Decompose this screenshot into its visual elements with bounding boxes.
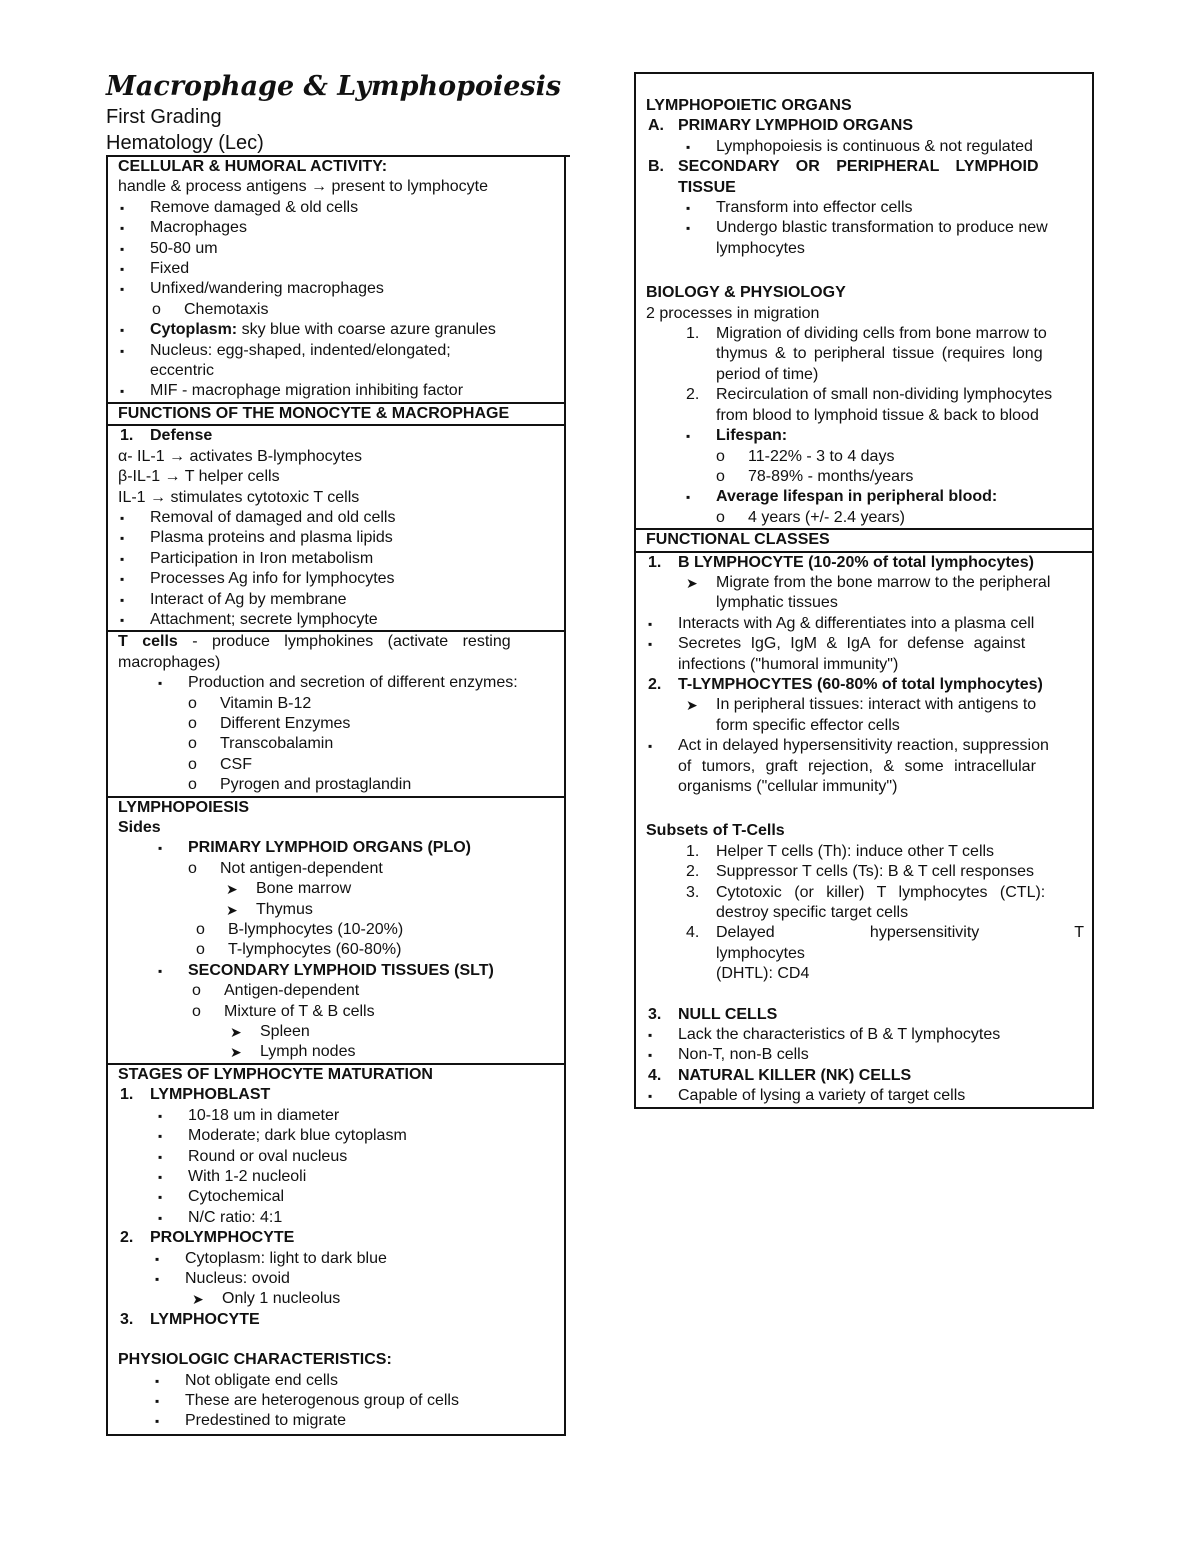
item-label: NATURAL KILLER (NK) CELLS (678, 1066, 912, 1084)
section-functional-classes-heading (636, 528, 1092, 550)
subtitle-grading: First Grading (106, 106, 222, 128)
list-item: ▪ Cytochemical (118, 1187, 556, 1207)
list-item: ▪ Nucleus: ovoid (118, 1269, 556, 1289)
item-text: Suppressor T cells (Ts): B & T cell responses (716, 863, 1035, 881)
list-item: ▪ Lack the characteristics of B & T lymphocytes (646, 1025, 1084, 1045)
list-item: ▪ Interacts with Ag & differentiates into a plasma cell (646, 614, 1084, 634)
sub-item: o B-lymphocytes (10-20%) (118, 920, 556, 940)
list-item: ▪ PRIMARY LYMPHOID ORGANS (PLO) (118, 838, 556, 858)
label-bold: Cytoplasm: (150, 321, 238, 339)
list-item-cont: infections ("humoral immunity") (678, 655, 899, 673)
item-text: Delayed hypersensitivity T lymphocytes (716, 924, 1084, 962)
list-item: ▪ Macrophages (118, 218, 556, 238)
list-item: ▪ Interact of Ag by membrane (118, 590, 556, 610)
list-item: ▪ SECONDARY LYMPHOID TISSUES (SLT) (118, 961, 556, 981)
list-item: ▪ Lifespan: (646, 426, 1084, 446)
item-number: 3. (686, 883, 700, 901)
section-heading: LYMPHOPOIESIS (118, 798, 249, 816)
list-item: ▪ N/C ratio: 4:1 (118, 1208, 556, 1228)
subheading: Subsets of T-Cells (646, 822, 785, 840)
section-defense (108, 424, 564, 630)
section-heading: BIOLOGY & PHYSIOLOGY (646, 284, 846, 302)
list-item: ▪ Removal of damaged and old cells (118, 508, 556, 528)
list-item: ▪ Moderate; dark blue cytoplasm (118, 1126, 556, 1146)
item-number: 4. (686, 924, 700, 942)
list-item: ▪ 10-18 um in diameter (118, 1106, 556, 1126)
sub-item: o 4 years (+/- 2.4 years) (646, 508, 1084, 528)
list-item: ▪ Attachment; secrete lymphocyte (118, 610, 556, 630)
item-number: 1. (120, 427, 134, 445)
label-bold: T cells (118, 633, 178, 651)
sub-item: o Pyrogen and prostaglandin (118, 775, 556, 795)
list-item-cont: organisms ("cellular immunity") (678, 778, 898, 795)
arrow-item-cont: form specific effector cells (716, 716, 900, 734)
sub-item: o T-lymphocytes (60-80%) (118, 940, 556, 960)
item-number: 1. (120, 1086, 134, 1104)
sub-item: o Vitamin B-12 (118, 694, 556, 714)
list-item: ▪ Plasma proteins and plasma lipids (118, 528, 556, 548)
list-item: ▪ Round or oval nucleus (118, 1147, 556, 1167)
list-item: ▪ 50-80 um (118, 239, 556, 259)
list-item: ▪ Participation in Iron metabolism (118, 549, 556, 569)
section-lymphopoiesis (108, 796, 564, 1063)
list-item: ▪ Not obligate end cells (118, 1371, 556, 1391)
list-item: ▪ Capable of lysing a variety of target cells (646, 1086, 1084, 1106)
sub-item: o Different Enzymes (118, 714, 556, 734)
item-text: Migration of dividing cells from bone marrow to (716, 325, 1047, 343)
list-item: ▪ Undergo blastic transformation to produce new (646, 218, 1084, 238)
item-text: (DHTL): CD4 (716, 965, 810, 983)
item-number: 3. (120, 1310, 134, 1328)
section-functional-classes (636, 551, 1092, 1107)
section-functions-heading (108, 402, 564, 424)
sub-item: o 11-22% - 3 to 4 days (646, 447, 1084, 467)
item-number: 2. (120, 1229, 134, 1247)
list-item: ▪ Remove damaged & old cells (118, 198, 556, 218)
list-item: ▪ Production and secretion of different enzymes: (118, 673, 556, 693)
section-t-cells (108, 630, 564, 795)
item-label: SECONDARY OR PERIPHERAL LYMPHOID (678, 158, 1039, 176)
item-label: PRIMARY LYMPHOID ORGANS (678, 117, 913, 135)
item-text: from blood to lymphoid tissue & back to blood (716, 406, 1039, 424)
left-column (106, 70, 566, 1436)
item-number: A. (648, 117, 664, 135)
item-label: LYMPHOCYTE (150, 1310, 260, 1328)
right-notes-box (634, 72, 1094, 1109)
list-item: ▪ Unfixed/wandering macrophages (118, 279, 556, 299)
sub-item: o 78-89% - months/years (646, 467, 1084, 487)
sub-item: o Chemotaxis (118, 300, 556, 320)
item-label: Defense (150, 427, 213, 445)
arrow-item: ➤ Lymph nodes (118, 1042, 556, 1062)
arrow-item: ➤ Only 1 nucleolus (118, 1289, 556, 1309)
item-text: Cytotoxic (or killer) T lymphocytes (CTL): (716, 883, 1046, 901)
section-heading: FUNCTIONAL CLASSES (646, 531, 830, 549)
section-stages (108, 1063, 564, 1434)
arrow-item: ➤ Spleen (118, 1022, 556, 1042)
item-label: LYMPHOBLAST (150, 1086, 271, 1104)
sub-item: o CSF (118, 755, 556, 775)
text-line: β-IL-1 → T helper cells (118, 468, 280, 486)
section-heading: FUNCTIONS OF THE MONOCYTE & MACROPHAGE (118, 404, 510, 422)
section-heading: STAGES OF LYMPHOCYTE MATURATION (118, 1065, 433, 1083)
sub-item: o Antigen-dependent (118, 981, 556, 1001)
list-item: ▪ Processes Ag info for lymphocytes (118, 569, 556, 589)
list-item: ▪ Nucleus: egg-shaped, indented/elongated; (118, 341, 556, 361)
item-text: Recirculation of small non-dividing lymphocytes (716, 386, 1053, 404)
text-line: α- IL-1 → activates B-lymphocytes (118, 447, 362, 465)
list-item: ▪ Act in delayed hypersensitivity reaction, suppression (646, 736, 1084, 756)
list-item-cont: eccentric (150, 362, 215, 380)
item-text: thymus & to peripheral tissue (requires long (716, 345, 1043, 363)
arrow-item: ➤ Bone marrow (118, 879, 556, 899)
page-title: Macrophage & Lymphopoiesis (106, 71, 562, 102)
item-number: 2. (686, 386, 700, 404)
subheading: Sides (118, 819, 161, 836)
item-text: - produce lymphokines (activate resting (177, 633, 511, 651)
item-text: destroy specific target cells (716, 904, 909, 922)
text-line: macrophages) (118, 653, 221, 671)
item-label: NULL CELLS (678, 1005, 778, 1023)
list-item: ▪ Fixed (118, 259, 556, 279)
item-number: 2. (686, 863, 700, 881)
item-label: PROLYMPHOCYTE (150, 1229, 295, 1247)
subtitle-subject: Hematology (Lec) (106, 131, 570, 157)
list-item: ▪ Secretes IgG, IgM & IgA for defense against (646, 634, 1084, 654)
intro-line: handle & process antigens → present to lymphocyte (118, 178, 488, 196)
sub-item: o Mixture of T & B cells (118, 1002, 556, 1022)
list-item-cont: lymphocytes (716, 239, 805, 257)
item-label: B LYMPHOCYTE (10-20% of total lymphocytes) (678, 553, 1034, 571)
item-number: 2. (648, 675, 662, 693)
left-notes-box (106, 157, 566, 1436)
subheading: PHYSIOLOGIC CHARACTERISTICS: (118, 1351, 392, 1369)
sub-item: o Not antigen-dependent (118, 859, 556, 879)
item-label-cont: TISSUE (678, 178, 736, 196)
arrow-item: ➤ Migrate from the bone marrow to the peripheral (646, 573, 1084, 593)
list-item: ▪ Cytoplasm: light to dark blue (118, 1249, 556, 1269)
item-number: 1. (686, 325, 700, 343)
item-text: Helper T cells (Th): induce other T cells (716, 842, 995, 860)
item-label: T-LYMPHOCYTES (60-80% of total lymphocytes) (678, 675, 1043, 693)
item-text: sky blue with coarse azure granules (237, 321, 496, 339)
arrow-item: ➤ Thymus (118, 900, 556, 920)
text-line: IL-1 → stimulates cytotoxic T cells (118, 488, 360, 506)
arrow-item: ➤ In peripheral tissues: interact with antigens to (646, 695, 1084, 715)
section-cellular-humoral (108, 157, 564, 402)
list-item: ▪ MIF - macrophage migration inhibiting factor (118, 381, 556, 401)
list-item: ▪ Lymphopoiesis is continuous & not regulated (646, 137, 1084, 157)
list-item (118, 320, 556, 340)
list-item: ▪ Average lifespan in peripheral blood: (646, 487, 1084, 507)
intro-line: 2 processes in migration (646, 304, 820, 322)
item-number: 3. (648, 1005, 662, 1023)
item-number: B. (648, 158, 664, 176)
list-item: ▪ Predestined to migrate (118, 1411, 556, 1431)
list-item: ▪ These are heterogenous group of cells (118, 1391, 556, 1411)
list-item-cont: of tumors, graft rejection, & some intracellular (678, 757, 1036, 775)
list-item: ▪ With 1-2 nucleoli (118, 1167, 556, 1187)
sub-item: o Transcobalamin (118, 734, 556, 754)
item-number: 1. (648, 553, 662, 571)
item-text: period of time) (716, 365, 819, 383)
section-heading: CELLULAR & HUMORAL ACTIVITY: (118, 158, 388, 175)
item-number: 4. (648, 1066, 662, 1084)
item-number: 1. (686, 842, 700, 860)
list-item: ▪ Transform into effector cells (646, 198, 1084, 218)
section-lymphopoietic-organs (636, 74, 1092, 528)
arrow-item-cont: lymphatic tissues (716, 594, 838, 612)
list-item: ▪ Non-T, non-B cells (646, 1045, 1084, 1065)
section-heading: LYMPHOPOIETIC ORGANS (646, 97, 852, 114)
